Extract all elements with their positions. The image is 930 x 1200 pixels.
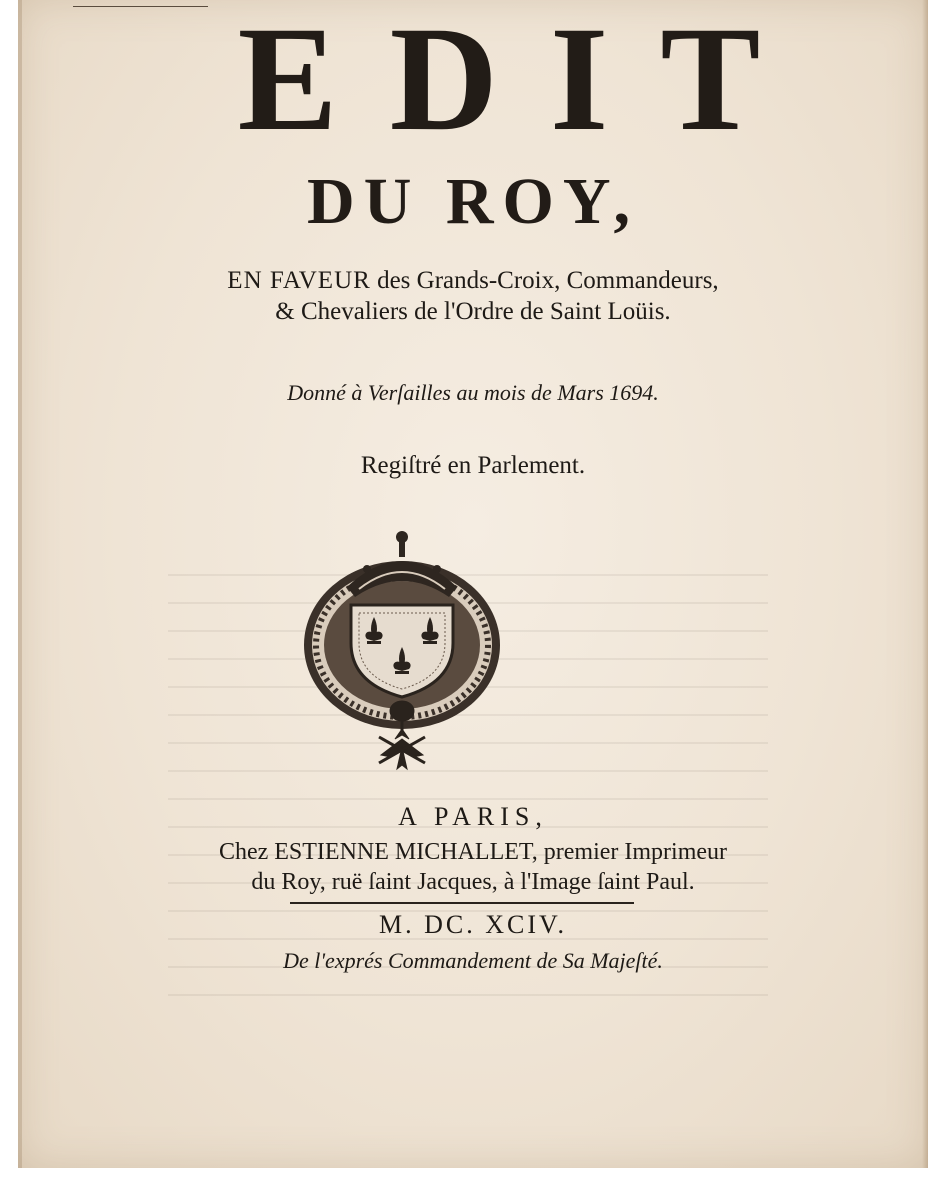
imprint-year: M. DC. XCIV. — [379, 910, 567, 939]
printer-line-1: Chez ESTIENNE MICHALLET, premier Imprimeur — [218, 839, 728, 865]
favour-caps: EN FAVEUR — [227, 267, 371, 294]
given-date: Donné à Verſailles au mois de Mars 1694. — [287, 380, 659, 405]
authority-note: De l'exprés Commandement de Sa Majeſté. — [283, 948, 663, 973]
registered-note: Regiſtré en Parlement. — [360, 452, 586, 479]
favour-line-1 — [18, 265, 928, 297]
document-page — [18, 0, 928, 1168]
imprint-place: A PARIS, — [398, 802, 548, 831]
printer-line-2: du Roy, ruë ſaint Jacques, à l'Image ſaint Paul. — [251, 869, 695, 895]
favour-line-2: & Chevaliers de l'Ordre de Saint Loüis. — [275, 298, 671, 325]
page-title: EDIT — [237, 0, 813, 162]
favour-rest: des Grands-Croix, Commandeurs, — [377, 267, 719, 294]
imprint-rule — [290, 902, 634, 904]
page-subtitle: DU ROY, — [307, 165, 639, 238]
royal-arms-emblem — [299, 525, 509, 775]
